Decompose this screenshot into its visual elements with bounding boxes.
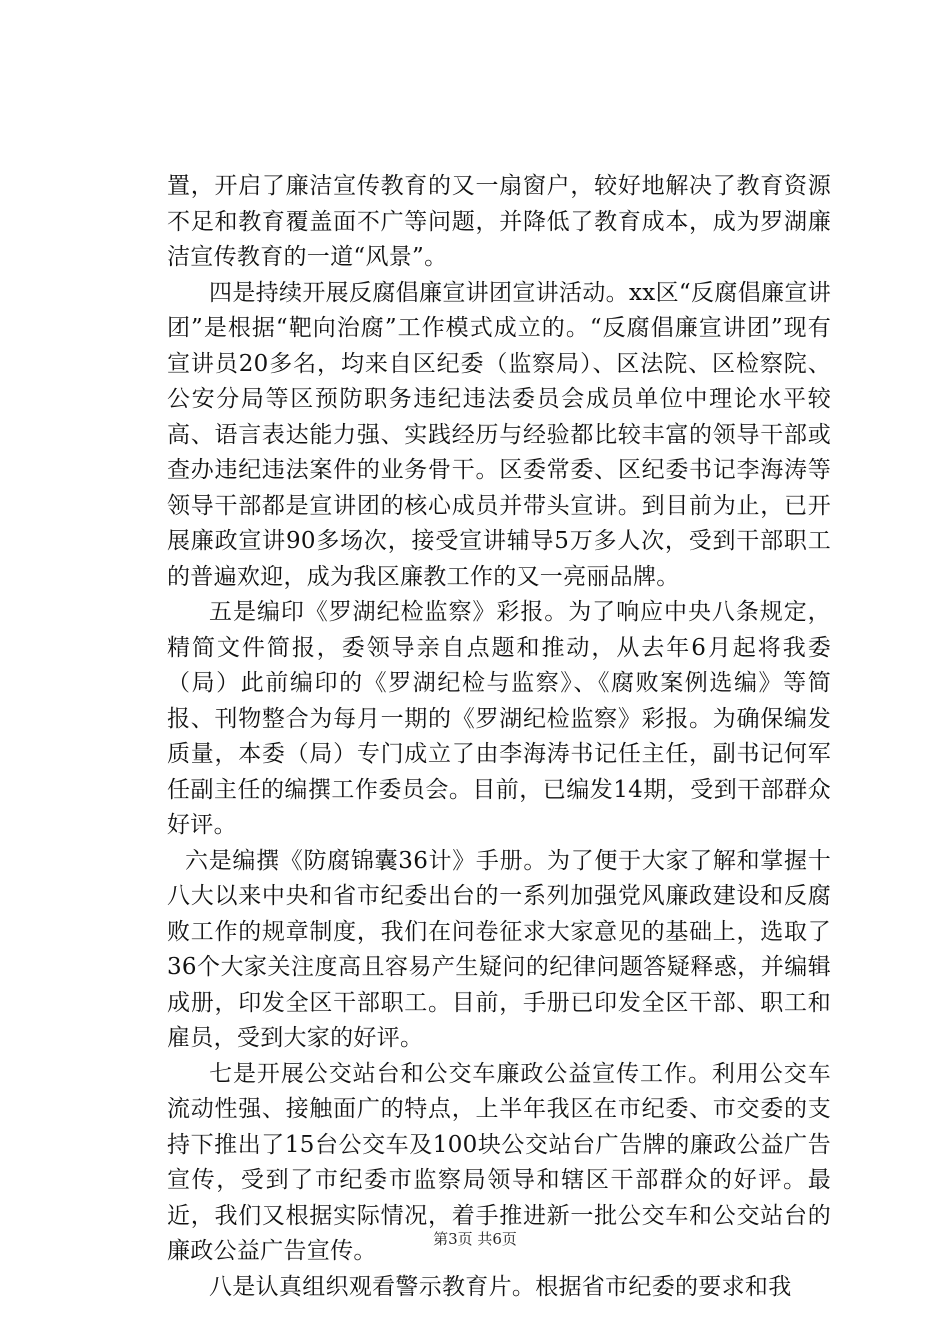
paragraph-item-4: 四是持续开展反腐倡廉宣讲团宣讲活动。xx区“反腐倡廉宣讲团”是根据“靶向治腐”工作模式成立的。“反腐倡廉宣讲团”现有宣讲员20多名，均来自区纪委（监察局）、区法院、区检察院、公安分局等区预防职务违纪违法委员会成员单位中理论水平较高、语言表达能力强、实践经历与经验都比较丰富的领导干部或查办违纪违法案件的业务骨干。区委常委、区纪委书记李海涛等领导干部都是宣讲团的核心成员并带头宣讲。到目前为止，已开展廉政宣讲90多场次，接受宣讲辅导5万多人次，受到干部职工的普遍欢迎，成为我区廉教工作的又一亮丽品牌。 [167, 279, 831, 590]
document-body [167, 169, 831, 1305]
page-number-footer: 第3页 共6页 [433, 1230, 517, 1248]
paragraph-continuation: 置，开启了廉洁宣传教育的又一扇窗户，较好地解决了教育资源不足和教育覆盖面不广等问题，并降低了教育成本，成为罗湖廉洁宣传教育的一道“风景”。 [167, 173, 831, 270]
paragraph-item-7: 七是开展公交站台和公交车廉政公益宣传工作。利用公交车流动性强、接触面广的特点，上半年我区在市纪委、市交委的支持下推出了15台公交车及100块公交站台广告牌的廉政公益广告宣传，受到了市纪委市监察局领导和辖区干部群众的好评。最近，我们又根据实际情况，着手推进新一批公交车和公交站台的廉政公益广告宣传。 [167, 1060, 831, 1264]
paragraph-item-6: 六是编撰《防腐锦囊36计》手册。为了便于大家了解和掌握十八大以来中央和省市纪委出台的一系列加强党风廉政建设和反腐败工作的规章制度，我们在问卷征求大家意见的基础上，选取了36个大家关注度高且容易产生疑问的纪律问题答疑释惑，并编辑成册，印发全区干部职工。目前，手册已印发全区干部、职工和雇员，受到大家的好评。 [167, 847, 831, 1051]
paragraph-item-5: 五是编印《罗湖纪检监察》彩报。为了响应中央八条规定，精简文件简报，委领导亲自点题和推动，从去年6月起将我委（局）此前编印的《罗湖纪检与监察》、《腐败案例选编》等简报、刊物整合为每月一期的《罗湖纪检监察》彩报。为确保编发质量，本委（局）专门成立了由李海涛书记任主任，副书记何军任副主任的编撰工作委员会。目前，已编发14期，受到干部群众好评。 [167, 599, 831, 838]
paragraph-item-8: 八是认真组织观看警示教育片。根据省市纪委的要求和我 [209, 1273, 792, 1300]
